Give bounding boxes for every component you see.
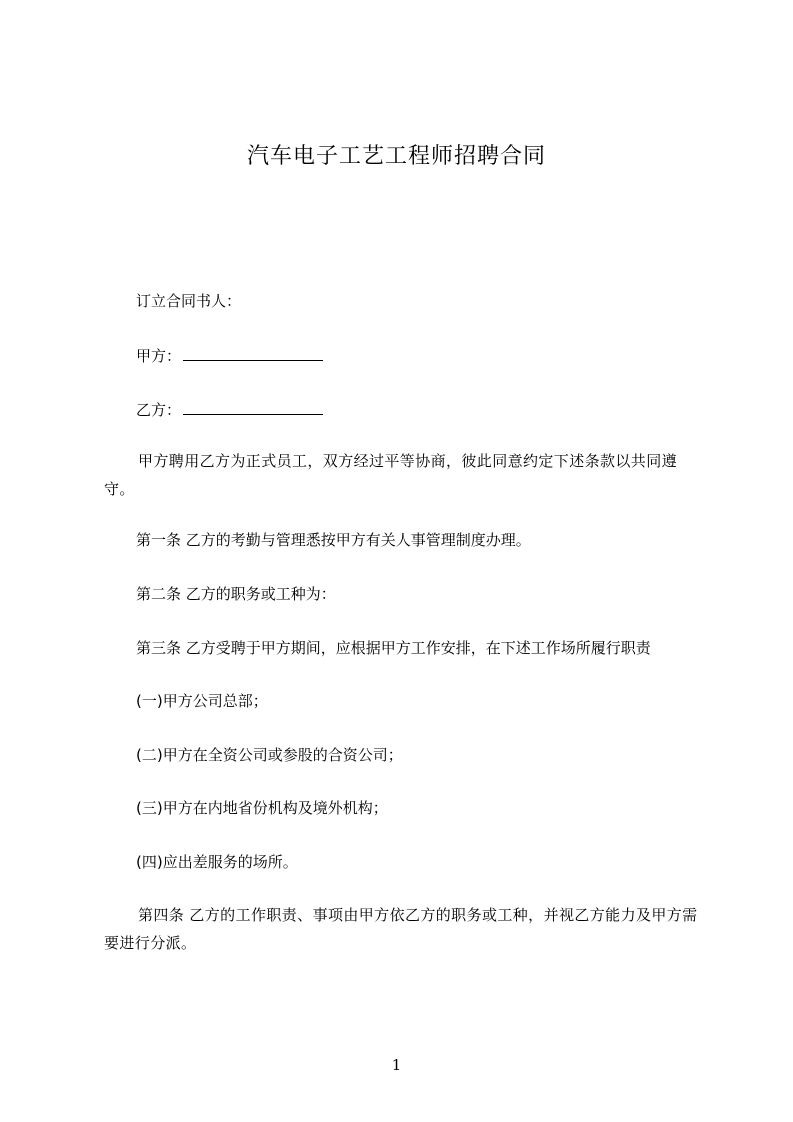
intro-paragraph: 甲方聘用乙方为正式员工，双方经过平等协商，彼此同意约定下述条款以共同遵守。 [104,452,678,498]
party-b-line [136,397,323,421]
party-a-label: 甲方： [136,347,182,365]
party-b-label: 乙方： [136,401,182,419]
page-title: 汽车电子工艺工程师招聘合同 [246,144,546,169]
list-item: (三)甲方在内地省份机构及境外机构； [136,799,388,817]
article-3: 第三条 乙方受聘于甲方期间，应根据甲方工作安排，在下述工作场所履行职责 [136,639,651,657]
party-a-line [136,343,323,367]
party-a-blank [183,343,323,361]
article-2: 第二条 乙方的职务或工种为： [136,585,336,603]
article-1: 第一条 乙方的考勤与管理悉按甲方有关人事管理制度办理。 [136,531,531,549]
list-item: (四)应出差服务的场所。 [136,853,298,871]
party-b-blank [183,397,323,415]
article-4: 第四条 乙方的工作职责、事项由甲方依乙方的职务或工种，并视乙方能力及甲方需要进行分派。 [104,906,698,952]
list-item: (二)甲方在全资公司或参股的合资公司； [136,746,403,764]
list-item: (一)甲方公司总部； [136,692,268,710]
page-number: 1 [391,1056,402,1074]
signatories-heading: 订立合同书人： [136,292,242,310]
